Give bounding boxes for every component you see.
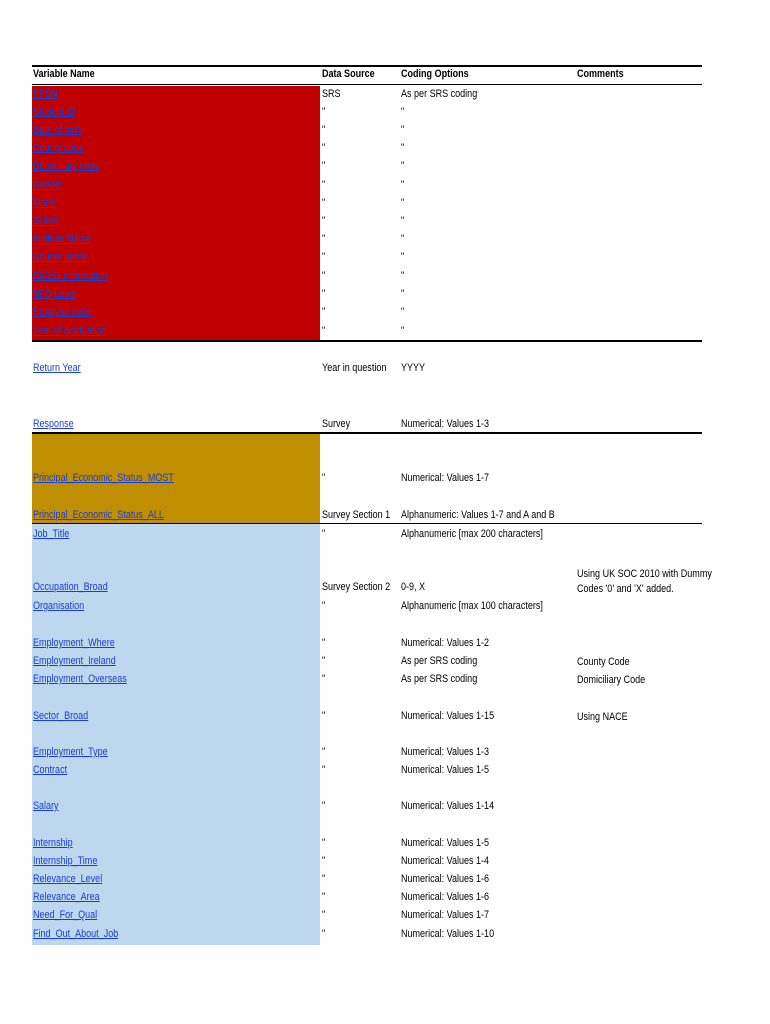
coding-options-cell: 0-9, X — [401, 581, 426, 593]
coding-options-cell: Numerical: Values 1-5 — [401, 837, 490, 849]
data-source-cell: " — [322, 288, 326, 300]
data-source-cell: Survey Section 1 — [322, 509, 391, 521]
data-source-cell: " — [322, 637, 326, 649]
coding-options-cell: " — [401, 325, 405, 337]
variable-name-link[interactable]: Contract — [33, 764, 68, 776]
data-source-cell: " — [322, 233, 326, 245]
coding-options-cell: Numerical: Values 1-15 — [401, 710, 495, 722]
variable-name-link[interactable]: Student ID — [33, 106, 76, 118]
data-source-cell: " — [322, 306, 326, 318]
comment-cell: Using UK SOC 2010 with Dummy Codes '0' and 'X' added. — [577, 568, 712, 595]
coding-options-cell: As per SRS coding — [401, 88, 478, 100]
data-source-cell: SRS — [322, 88, 341, 100]
data-source-cell: " — [322, 673, 326, 685]
variable-name-link[interactable]: Occupation_Broad — [33, 581, 108, 593]
data-source-cell: Year in question — [322, 362, 387, 374]
coding-options-cell: Numerical: Values 1-2 — [401, 637, 490, 649]
coding-options-cell: Numerical: Values 1-6 — [401, 873, 490, 885]
variable-name-link[interactable]: PPSN — [33, 88, 58, 100]
header-bottom-border — [32, 84, 702, 85]
header-comments: Comments — [577, 68, 624, 80]
coding-options-cell: Numerical: Values 1-14 — [401, 800, 495, 812]
coding-options-cell: Alphanumeric [max 200 characters] — [401, 528, 543, 540]
data-source-cell: " — [322, 710, 326, 722]
variable-name-link[interactable]: Employment_Type — [33, 746, 108, 758]
variable-name-link[interactable]: Sector_Broad — [33, 710, 89, 722]
data-source-cell: Survey Section 2 — [322, 581, 391, 593]
data-source-cell: " — [322, 142, 326, 154]
variable-name-link[interactable]: Employment_Ireland — [33, 655, 116, 667]
data-source-cell: " — [322, 124, 326, 136]
data-source-cell: " — [322, 909, 326, 921]
variable-name-link[interactable]: Need_For_Qual — [33, 909, 98, 921]
section-divider — [32, 340, 702, 342]
data-source-cell: " — [322, 179, 326, 191]
variable-name-link[interactable]: Internship_Time — [33, 855, 98, 867]
coding-options-cell: " — [401, 197, 405, 209]
coding-options-cell: As per SRS coding — [401, 673, 478, 685]
coding-options-cell: " — [401, 251, 405, 263]
variable-name-link[interactable]: Job_Title — [33, 528, 70, 540]
comment-cell: Using NACE — [577, 711, 628, 723]
header-top-border — [32, 65, 702, 67]
coding-options-cell: " — [401, 160, 405, 172]
data-source-cell: " — [322, 855, 326, 867]
coding-options-cell: Numerical: Values 1-7 — [401, 909, 490, 921]
coding-options-cell: " — [401, 233, 405, 245]
coding-options-cell: " — [401, 142, 405, 154]
variable-name-link[interactable]: Return Year — [33, 362, 81, 374]
variable-name-link[interactable]: Year of graduation — [33, 325, 107, 337]
variable-name-link[interactable]: Principal_Economic_Status_MOST — [33, 472, 174, 484]
section-divider — [32, 432, 702, 434]
coding-options-cell: " — [401, 215, 405, 227]
variable-name-link[interactable]: Date of birth — [33, 124, 83, 136]
variable-name-link[interactable]: Employment_Overseas — [33, 673, 127, 685]
coding-options-cell: As per SRS coding — [401, 655, 478, 667]
data-source-cell: " — [322, 528, 326, 540]
variable-name-link[interactable]: Mode — [33, 197, 56, 209]
coding-options-cell: Numerical: Values 1-10 — [401, 928, 495, 940]
section-divider — [32, 523, 702, 524]
variable-name-link[interactable]: Response — [33, 418, 74, 430]
data-source-cell: " — [322, 873, 326, 885]
variable-name-link[interactable]: ISCED information — [33, 270, 108, 282]
header-data-source: Data Source — [322, 68, 375, 80]
data-source-cell: " — [322, 325, 326, 337]
data-source-cell: " — [322, 746, 326, 758]
coding-options-cell: YYYY — [401, 362, 426, 374]
comment-cell: County Code — [577, 656, 630, 668]
variable-name-link[interactable]: Principal_Economic_Status_ALL — [33, 509, 164, 521]
data-source-cell: " — [322, 270, 326, 282]
coding-options-cell: " — [401, 306, 405, 318]
data-source-cell: " — [322, 106, 326, 118]
data-source-cell: " — [322, 928, 326, 940]
variable-name-link[interactable]: Progtype code — [33, 306, 92, 318]
variable-name-link[interactable]: Gender — [33, 179, 64, 191]
variable-name-link[interactable]: Employment_Where — [33, 637, 115, 649]
header-variable-name: Variable Name — [33, 68, 95, 80]
header-coding-options: Coding Options — [401, 68, 469, 80]
data-source-cell: " — [322, 764, 326, 776]
coding-options-cell: " — [401, 179, 405, 191]
comment-cell: Domiciliary Code — [577, 674, 646, 686]
variable-name-link[interactable]: Organisation — [33, 600, 85, 612]
variable-name-link[interactable]: Course name — [33, 251, 88, 263]
variable-name-link[interactable]: NFQ Level — [33, 288, 77, 300]
data-source-cell: " — [322, 472, 326, 484]
data-source-cell: " — [322, 251, 326, 263]
data-source-cell: " — [322, 891, 326, 903]
coding-options-cell: Alphanumeric: Values 1-7 and A and B — [401, 509, 555, 521]
variable-name-link[interactable]: Relevance_Level — [33, 873, 103, 885]
data-source-cell: " — [322, 655, 326, 667]
data-source-cell: " — [322, 800, 326, 812]
variable-name-link[interactable]: Relevance_Area — [33, 891, 100, 903]
coding-options-cell: Numerical: Values 1-3 — [401, 746, 490, 758]
variable-name-link[interactable]: Find_Out_About_Job — [33, 928, 119, 940]
coding-options-cell: Alphanumeric [max 100 characters] — [401, 600, 543, 612]
data-source-cell: " — [322, 215, 326, 227]
variable-name-link[interactable]: Salary — [33, 800, 59, 812]
coding-options-cell: Numerical: Values 1-3 — [401, 418, 490, 430]
variable-name-link[interactable]: Internship — [33, 837, 73, 849]
data-source-cell: " — [322, 160, 326, 172]
coding-options-cell: " — [401, 124, 405, 136]
data-source-cell: " — [322, 197, 326, 209]
variable-name-link[interactable]: Institute Name — [33, 233, 92, 245]
variable-name-link[interactable]: County code — [33, 142, 84, 154]
variable-name-link[interactable]: Grade — [33, 215, 59, 227]
coding-options-cell: Numerical: Values 1-7 — [401, 472, 490, 484]
coding-options-cell: Numerical: Values 1-6 — [401, 891, 490, 903]
coding-options-cell: " — [401, 270, 405, 282]
data-source-cell: " — [322, 837, 326, 849]
data-source-cell: " — [322, 600, 326, 612]
coding-options-cell: " — [401, 106, 405, 118]
data-source-cell: Survey — [322, 418, 351, 430]
coding-options-cell: " — [401, 288, 405, 300]
variable-name-link[interactable]: Domiciliary code — [33, 160, 100, 172]
coding-options-cell: Numerical: Values 1-5 — [401, 764, 490, 776]
coding-options-cell: Numerical: Values 1-4 — [401, 855, 490, 867]
